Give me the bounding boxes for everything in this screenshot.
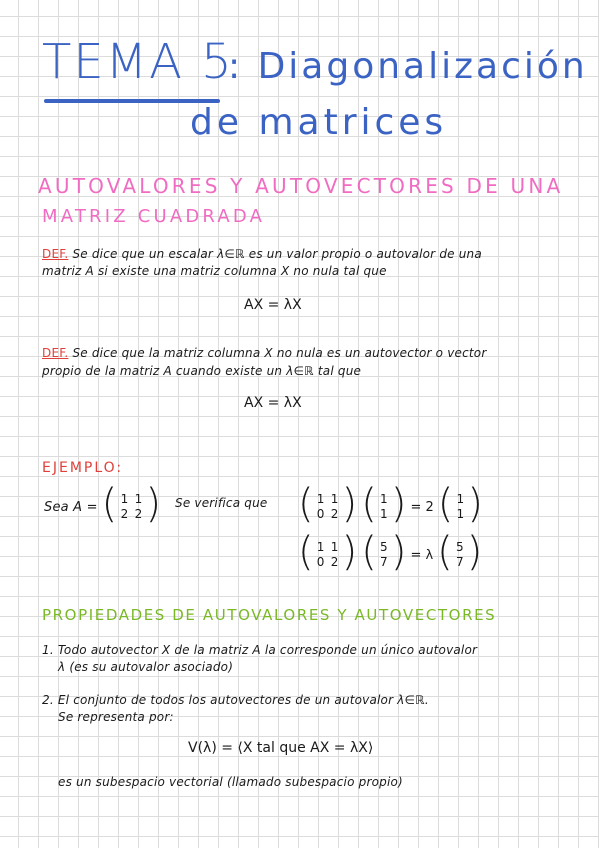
property2-line2: Se representa por:: [58, 710, 174, 724]
example-se-verifica: Se verifica que: [175, 496, 268, 510]
matrix-a-cell: 1: [134, 492, 143, 506]
eq2-matrix: ( 1 1 0 2 ): [298, 529, 358, 575]
section-heading-line2: MATRIZ CUADRADA: [42, 206, 266, 227]
vector-cell: 1: [456, 492, 465, 506]
def2-text-line1: Se dice que la matriz columna X no nula es un autovector o vector: [72, 346, 487, 360]
example-eq2: [298, 529, 483, 575]
vector-cell: 7: [380, 555, 388, 569]
vector-cell: 1: [380, 492, 388, 506]
property2-line3: es un subespacio vectorial (llamado subespacio propio): [58, 775, 403, 789]
matrix-cell: 0: [316, 507, 325, 521]
eq2-result: ( 5 7 ): [437, 529, 483, 575]
def2-text-line2: propio de la matriz A cuando existe un λ∈ℝ tal que: [42, 364, 362, 378]
matrix-cell: 1: [330, 540, 339, 554]
def1-label: DEF.: [42, 247, 69, 261]
matrix-a-cell: 2: [134, 507, 143, 521]
vector-cell: 5: [380, 540, 388, 554]
section-heading-line1: AUTOVALORES Y AUTOVECTORES DE UNA: [38, 174, 564, 198]
matrix-a-cell: 2: [120, 507, 129, 521]
matrix-cell: 1: [316, 492, 325, 506]
def2-formula: AX = λX: [244, 395, 302, 411]
def1-line1: [42, 247, 482, 261]
matrix-cell: 1: [316, 540, 325, 554]
property1-line2: λ (es su autovalor asociado): [58, 660, 234, 674]
title-tema: TEMA 5: [42, 34, 234, 90]
matrix-a-cell: 1: [120, 492, 129, 506]
title-diagonalizacion: : Diagonalización: [228, 46, 588, 87]
property1-line1: 1. Todo autovector X de la matriz A la corresponde un único autovalor: [42, 643, 478, 657]
example-heading: EJEMPLO:: [42, 460, 124, 476]
eq1-vector: ( 1 1 ): [361, 481, 407, 527]
def1-formula: AX = λX: [244, 297, 302, 313]
eq2-operator: = λ: [410, 547, 434, 563]
matrix-cell: 1: [330, 492, 339, 506]
example-eq1: [298, 481, 483, 527]
vector-cell: 1: [380, 507, 388, 521]
property2-formula: V(λ) = ⟨X tal que AX = λX⟩: [188, 740, 374, 756]
matrix-a: [101, 481, 162, 527]
eq1-operator: = 2: [410, 499, 434, 515]
eq1-result: ( 1 1 ): [437, 481, 483, 527]
vector-cell: 5: [455, 540, 464, 554]
matrix-cell: 0: [316, 555, 325, 569]
matrix-cell: 2: [330, 507, 339, 521]
title-de-matrices: de matrices: [190, 102, 448, 143]
eq1-matrix: ( 1 1 0 2 ): [298, 481, 358, 527]
def2-line1: [42, 346, 486, 360]
example-sea-label: Sea A =: [44, 499, 98, 515]
matrix-cell: 2: [330, 555, 339, 569]
paren-right: ): [145, 481, 162, 527]
eq2-vector: ( 5 7 ): [361, 529, 407, 575]
properties-heading: PROPIEDADES DE AUTOVALORES Y AUTOVECTORES: [42, 606, 497, 624]
vector-cell: 1: [456, 507, 465, 521]
def1-text-line1: Se dice que un escalar λ∈ℝ es un valor propio o autovalor de una: [72, 247, 482, 261]
def1-text-line2: matriz A si existe una matriz columna X no nula tal que: [42, 264, 387, 278]
property2-line1: 2. El conjunto de todos los autovectores de un autovalor λ∈ℝ.: [42, 693, 429, 707]
paren-left: (: [101, 481, 118, 527]
example-matrix-a: [44, 481, 162, 527]
def2-label: DEF.: [42, 346, 69, 360]
vector-cell: 7: [455, 555, 464, 569]
